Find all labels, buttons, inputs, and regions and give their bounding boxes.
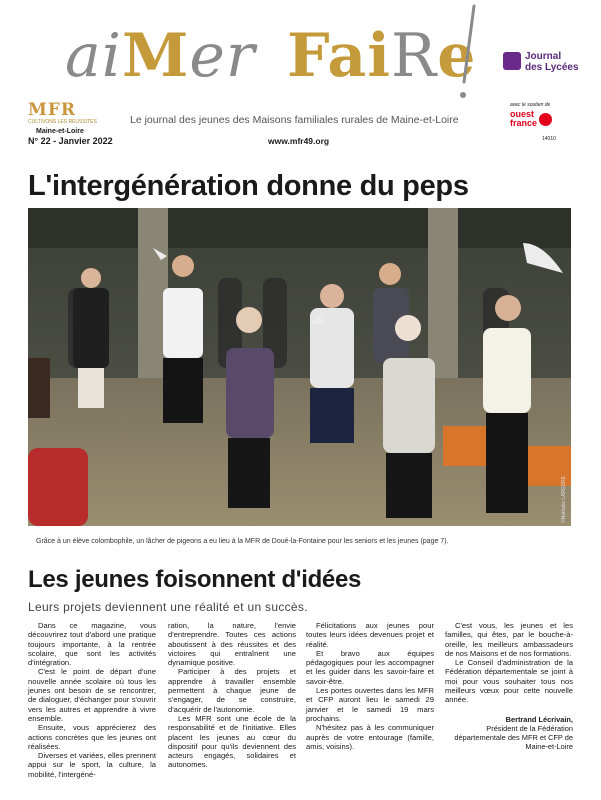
website-link[interactable]: www.mfr49.org xyxy=(268,136,330,146)
journal-line: des Lycées xyxy=(525,62,579,73)
journal-icon xyxy=(503,52,521,70)
ouest-france-dot-icon xyxy=(539,113,552,126)
section-headline: Les jeunes foisonnent d'idées xyxy=(28,566,362,593)
masthead-text: M xyxy=(121,21,190,91)
mfr-slogan: CULTIVONS LES RÉUSSITES xyxy=(28,119,97,125)
text-column-2 xyxy=(168,621,296,770)
partner-line: france xyxy=(510,118,538,128)
journal-des-lycees-text xyxy=(525,51,579,73)
paragraph: Dans ce magazine, vous découvrirez tout d'abord une pratique toujours importante, à la rentrée scolaire, que sont les activités d'intégration. xyxy=(28,621,156,668)
paragraph: Félicitations aux jeunes pour toutes leurs idées devenues projet et réalité. xyxy=(306,621,434,649)
signature-name: Bertrand Lécrivain, xyxy=(505,714,573,724)
section-subhead: Leurs projets deviennent une réalité et un succès. xyxy=(28,600,308,614)
paragraph: N'hésitez pas à les communiquer auprès de votre entourage (famille, amis, voisins). xyxy=(306,723,434,751)
ouest-france-logo xyxy=(510,110,550,130)
masthead-word-aimer xyxy=(65,21,256,91)
journal-line: Journal xyxy=(525,51,562,62)
masthead-text: er xyxy=(189,21,256,91)
text-column-3 xyxy=(306,621,434,751)
text-column-1 xyxy=(28,621,156,779)
article-photo xyxy=(28,208,571,526)
paragraph: ration, la nature, l'envie d'entreprendre. Toutes ces actions aboutissent à des réussites et des victoires qui entraînent une dynamique positive. xyxy=(168,621,296,668)
masthead-text: R xyxy=(391,21,438,91)
masthead-logo xyxy=(65,4,505,112)
photo-credit: ©Nathalie LAREDRE xyxy=(561,475,567,523)
issue-number: N° 22 - Janvier 2022 xyxy=(28,136,113,146)
masthead-text: e xyxy=(437,21,477,91)
mfr-department: Maine-et-Loire xyxy=(36,128,84,135)
masthead-text: ai xyxy=(65,21,122,91)
publication-code: 14010 xyxy=(542,136,556,142)
masthead-text: Fai xyxy=(287,21,391,91)
paragraph: Et bravo aux équipes pédagogiques pour les accompagner et les guider dans les savoir-faire et savoir-être. xyxy=(306,648,434,686)
partner-label: avec le soutien de xyxy=(510,102,551,108)
exclamation-mark-icon xyxy=(460,4,476,100)
partner-line: ouest xyxy=(510,109,535,119)
photo-illustration xyxy=(28,208,571,526)
paragraph: Diverses et variées, elles prennent appui sur le sport, la culture, la mobilité, l'intergéné- xyxy=(28,751,156,779)
paragraph: Ensuite, vous apprécierez des actions concrètes que les jeunes ont réalisées. xyxy=(28,723,156,751)
paragraph: Les portes ouvertes dans les MFR et CFP auront lieu le samedi 29 janvier et le samedi 19 mars prochains. xyxy=(306,686,434,723)
paragraph: C'est le point de départ d'une nouvelle année scolaire où tous les jeunes ont besoin de se rencontrer, de dialoguer, d'échanger pour s'ouvrir vers les autres et apprendre à vivre ensemble. xyxy=(28,667,156,723)
signature xyxy=(445,715,573,751)
journal-des-lycees-logo xyxy=(503,52,583,74)
paragraph: Les MFR sont une école de la responsabilité et de l'initiative. Elles placent les jeunes au cœur du dispositif pour qu'ils deviennent des acteurs engagés, solidaires et autonomes. xyxy=(168,713,296,770)
mfr-logo-text: MFR xyxy=(28,100,77,120)
paragraph: Participer à des projets et apprendre à travailler ensemble permettent à chaque jeune de s'engager, de se construire, d'acquérir de l'autonomie. xyxy=(168,667,296,714)
tagline: Le journal des jeunes des Maisons familiales rurales de Maine-et-Loire xyxy=(130,114,459,126)
signature-title: Président de la Fédération départementale des MFR et CFP de Maine-et-Loire xyxy=(454,723,573,751)
partner-logo xyxy=(510,102,570,130)
masthead-word-faire xyxy=(287,21,477,91)
paragraph: Le Conseil d'administration de la Fédération départementale se joint à moi pour vous souhaiter tous nos meilleurs vœux pour cette nouvelle année. xyxy=(445,658,573,705)
mfr-logo xyxy=(28,100,108,140)
paragraph: C'est vous, les jeunes et les familles, qui êtes, par le bouche-à-oreille, les meilleurs ambassadeurs de nos Maisons et de nos formations. xyxy=(445,621,573,658)
text-column-4 xyxy=(445,621,573,751)
photo-caption: Grâce à un élève colombophile, un lâcher de pigeons a eu lieu à la MFR de Doué-la-Fontaine pour les seniors et les jeunes (page 7). xyxy=(36,538,449,545)
main-headline: L'intergénération donne du peps xyxy=(28,170,469,202)
